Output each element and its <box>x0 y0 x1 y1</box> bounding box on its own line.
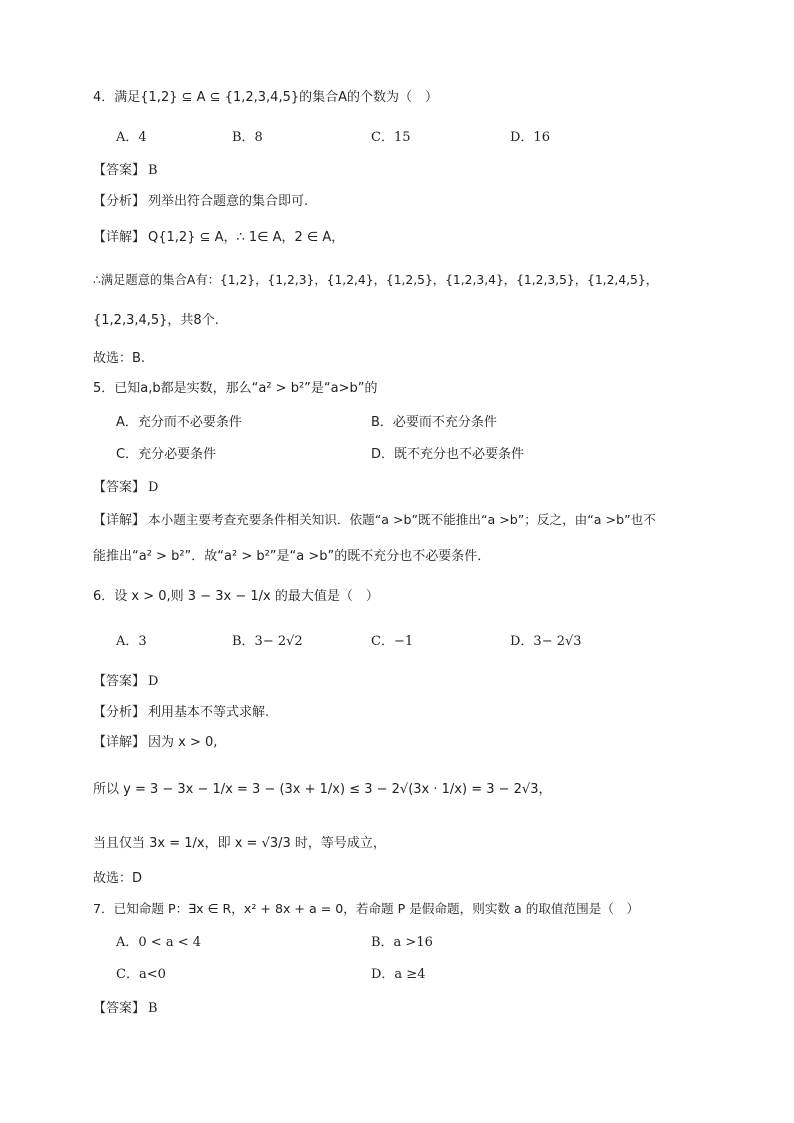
q5-stem: 5．已知a,b都是实数，那么“a² > b²”是“a>b”的 <box>93 381 378 396</box>
q5-option-c: C．充分必要条件 <box>116 447 217 462</box>
q7-option-a: A．0 < a < 4 <box>116 935 201 950</box>
q5-detail-2: 能推出“a² > b²”．故“a² > b²”是“a >b”的既不充分也不必要条件． <box>93 549 491 564</box>
q7-option-d: D．a ≥4 <box>371 967 426 982</box>
q4-detail-2: ∴满足题意的集合A有：{1,2}，{1,2,3}，{1,2,4}，{1,2,5}，{1,2,3,4}，{1,2,3,5}，{1,2,4,5}， <box>93 273 659 287</box>
q6-option-d: D．3− 2√3 <box>510 634 582 649</box>
q4-option-d: D．16 <box>510 130 550 145</box>
answer-value: B <box>148 1001 158 1016</box>
answer-tag: 【答案】 <box>93 674 146 689</box>
q7-stem: 7．已知命题 P：∃x ∈ R，x² + 8x + a = 0，若命题 P 是假命题，则实数 a 的取值范围是（ ） <box>93 901 640 916</box>
q4-analysis <box>93 193 308 211</box>
answer-tag: 【答案】 <box>93 163 146 178</box>
analysis-text: 利用基本不等式求解. <box>148 705 270 720</box>
q5-detail-1 <box>93 511 656 530</box>
q6-detail-2: 所以 y = 3 − 3x − 1/x = 3 − (3x + 1/x) ≤ 3 − 2√(3x · 1/x) = 3 − 2√3， <box>93 782 552 797</box>
answer-value: B <box>148 163 158 178</box>
answer-tag: 【答案】 <box>93 480 146 495</box>
q7-option-b: B．a >16 <box>371 935 433 950</box>
q4-conclusion: 故选：B. <box>93 351 146 366</box>
q6-detail-3: 当且仅当 3x = 1/x，即 x = √3/3 时，等号成立， <box>93 836 386 851</box>
q4-option-c: C．15 <box>371 130 411 145</box>
q5-option-a: A．充分而不必要条件 <box>116 415 242 430</box>
detail-text: Q{1,2} ⊆ A，∴ 1∈ A，2 ∈ A， <box>148 230 345 245</box>
q4-detail-1 <box>93 229 344 247</box>
q6-conclusion: 故选：D <box>93 871 143 886</box>
detail-text: 因为 x > 0, <box>148 735 218 750</box>
q7-answer <box>93 1000 158 1018</box>
q6-answer <box>93 673 158 691</box>
q6-analysis <box>93 704 269 722</box>
q6-option-c: C．−1 <box>371 634 414 649</box>
q5-option-d: D．既不充分也不必要条件 <box>371 447 525 462</box>
analysis-text: 列举出符合题意的集合即可. <box>148 194 309 209</box>
detail-tag: 【详解】 <box>93 230 146 245</box>
answer-value: D <box>148 480 159 495</box>
q6-option-b: B．3− 2√2 <box>232 634 303 649</box>
detail-tag: 【详解】 <box>93 735 146 750</box>
q4-answer <box>93 162 158 180</box>
q6-option-a: A．3 <box>116 634 147 649</box>
analysis-tag: 【分析】 <box>93 194 146 209</box>
q4-detail-3: {1,2,3,4,5}，共8个. <box>93 313 219 328</box>
q4-option-a: A．4 <box>116 130 147 145</box>
q5-option-b: B．必要而不充分条件 <box>371 415 497 430</box>
q4-stem: 4．满足{1,2} ⊆ A ⊆ {1,2,3,4,5}的集合A的个数为（ ） <box>93 90 439 105</box>
answer-tag: 【答案】 <box>93 1001 146 1016</box>
answer-value: D <box>148 674 159 689</box>
analysis-tag: 【分析】 <box>93 705 146 720</box>
q5-answer <box>93 479 158 497</box>
q7-option-c: C．a<0 <box>116 967 166 982</box>
q4-option-b: B．8 <box>232 130 263 145</box>
detail-text: 本小题主要考查充要条件相关知识．依题“a >b”既不能推出“a >b”；反之，由“a >b”也不 <box>148 512 656 527</box>
q6-stem: 6．设 x > 0,则 3 − 3x − 1/x 的最大值是（ ） <box>93 589 379 604</box>
q6-detail-1 <box>93 734 217 752</box>
detail-tag: 【详解】 <box>93 513 146 528</box>
